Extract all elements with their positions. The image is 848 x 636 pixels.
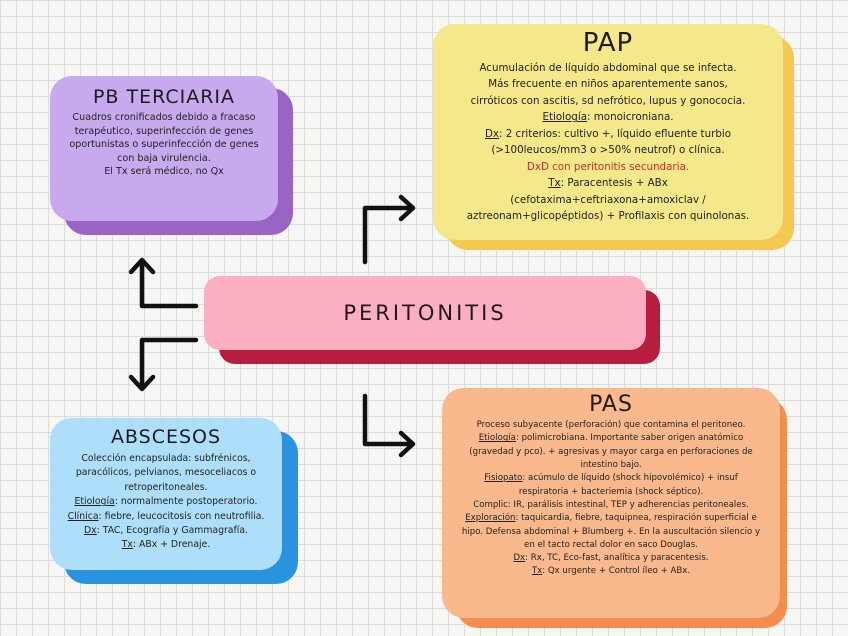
pap-tx [443, 175, 773, 191]
pas-line: respiratoria + bacteriemia (shock séptico). [518, 486, 704, 497]
pas-tx-label: Tx [531, 566, 543, 577]
pb-line: Cuadros cronificados debido a fracaso [72, 112, 256, 123]
abs-line: paracólicos, pelvianos, mesoceliacos o [75, 467, 257, 479]
abs-tx-text: : ABx + Drenaje. [132, 539, 211, 551]
abs-etiologia [60, 495, 272, 509]
abs-line: retroperitoneales. [124, 481, 208, 493]
pas-fisiopato-text: : acúmulo de líquido (shock hipovolémico) + insuf [522, 473, 738, 484]
pap-line: cirróticos con ascitis, sd nefrótico, lupus y gonococia. [470, 94, 746, 107]
pb-terciaria-title: PB TERCIARIA [92, 86, 236, 108]
pap-tx-text: : Paracentesis + ABx [560, 177, 668, 190]
pb-line: terapéutico, superinfección de genes [74, 125, 254, 137]
pb-terciaria-card [50, 76, 278, 221]
pb-line: El Tx será médico, no Qx [104, 166, 224, 178]
pap-etiologia [443, 109, 773, 125]
pap-card [433, 24, 783, 240]
pb-line: oportunistas o superinfección de genes [69, 139, 259, 151]
pas-fisiopato [450, 472, 772, 485]
abs-dx-label: Dx [83, 525, 97, 537]
pb-line: con baja virulencia. [117, 152, 211, 164]
pap-body [443, 60, 773, 225]
pas-dx-text: : Rx, TC, Eco-fast, analítica y paracentesis. [525, 553, 709, 564]
pap-etiologia-text: : monoicroniana. [587, 111, 674, 124]
abs-tx [60, 538, 272, 552]
abscesos-card [50, 418, 282, 570]
pas-etiologia-text: : polimicrobiana. Importante saber origen anatómico [515, 433, 744, 444]
pas-title: PAS [589, 392, 633, 417]
pas-tx-text: : Qx urgente + Control íleo + ABx. [542, 566, 691, 577]
pap-dx-label: Dx [484, 127, 499, 140]
pas-dx-label: Dx [513, 553, 526, 564]
pas-etiologia-label: Etiología [478, 433, 516, 444]
pas-dx [450, 552, 772, 565]
pap-dx [443, 126, 773, 142]
abs-etiologia-text: : normalmente postoperatorio. [114, 496, 258, 508]
abs-dx [60, 524, 272, 538]
pas-line: intestino bajo. [580, 459, 642, 470]
pas-tx [450, 565, 772, 578]
pap-title: PAP [582, 28, 634, 58]
peritonitis-title: PERITONITIS [343, 301, 507, 325]
pas-exploracion [450, 512, 772, 525]
pas-etiologia [450, 432, 772, 445]
pap-line: Acumulación de líquido abdominal que se infecta. [479, 62, 737, 74]
pas-line: Proceso subyacente (perforación) que contamina el peritoneo. [476, 420, 746, 430]
pas-line: (gravedad y pco). + agresivas y mayor carga en perforaciones de [469, 446, 753, 457]
pas-line: hipo. Defensa abdominal + Blumberg +. En la auscultación silencio y [461, 526, 761, 537]
pas-exploracion-text: : taquicardia, fiebre, taquipnea, respiración superficial e [515, 513, 757, 524]
pas-body [450, 419, 772, 579]
abs-clinica [60, 510, 272, 524]
peritonitis-card [204, 276, 646, 350]
pap-dx-text: : 2 criterios: cultivo +, líquido efluente turbio [498, 127, 732, 140]
pap-line: (>100leucos/mm3 o >50% neutrof) o clínica. [491, 144, 725, 157]
pap-line: aztreonam+glicopéptidos) + Profilaxis con quinolonas. [466, 210, 750, 223]
pas-card [442, 388, 780, 618]
pap-line: Más frecuente en niños aparentemente sanos, [488, 78, 728, 91]
pap-tx-label: Tx [548, 177, 561, 190]
pap-ddx: DxD con peritonitis secundaria. [526, 160, 690, 173]
abs-line: Colección encapsulada: subfrénicos, [81, 453, 251, 464]
pb-terciaria-body [60, 111, 268, 179]
pas-line: en el tacto rectal dolor en saco Douglas. [524, 539, 698, 550]
pas-fisiopato-label: Fisiopato [484, 473, 523, 484]
abscesos-body [60, 452, 272, 553]
abs-etiologia-label: Etiología [74, 496, 115, 508]
pas-exploracion-label: Exploración [465, 513, 516, 524]
abs-dx-text: : TAC, Ecografía y Gammagrafía. [96, 525, 248, 537]
abs-clinica-text: : fiebre, leucocitosis con neutrofilia. [98, 510, 265, 522]
pap-etiologia-label: Etiología [542, 111, 588, 124]
abscesos-title: ABSCESOS [110, 426, 222, 448]
pas-line: Complic: IR, parálisis intestinal, TEP y adherencias peritoneales. [473, 499, 749, 510]
abs-clinica-label: Clínica [67, 510, 99, 522]
pap-line: (cefotaxima+ceftriaxona+amoxiclav / [510, 193, 706, 206]
abs-tx-label: Tx [121, 539, 133, 551]
